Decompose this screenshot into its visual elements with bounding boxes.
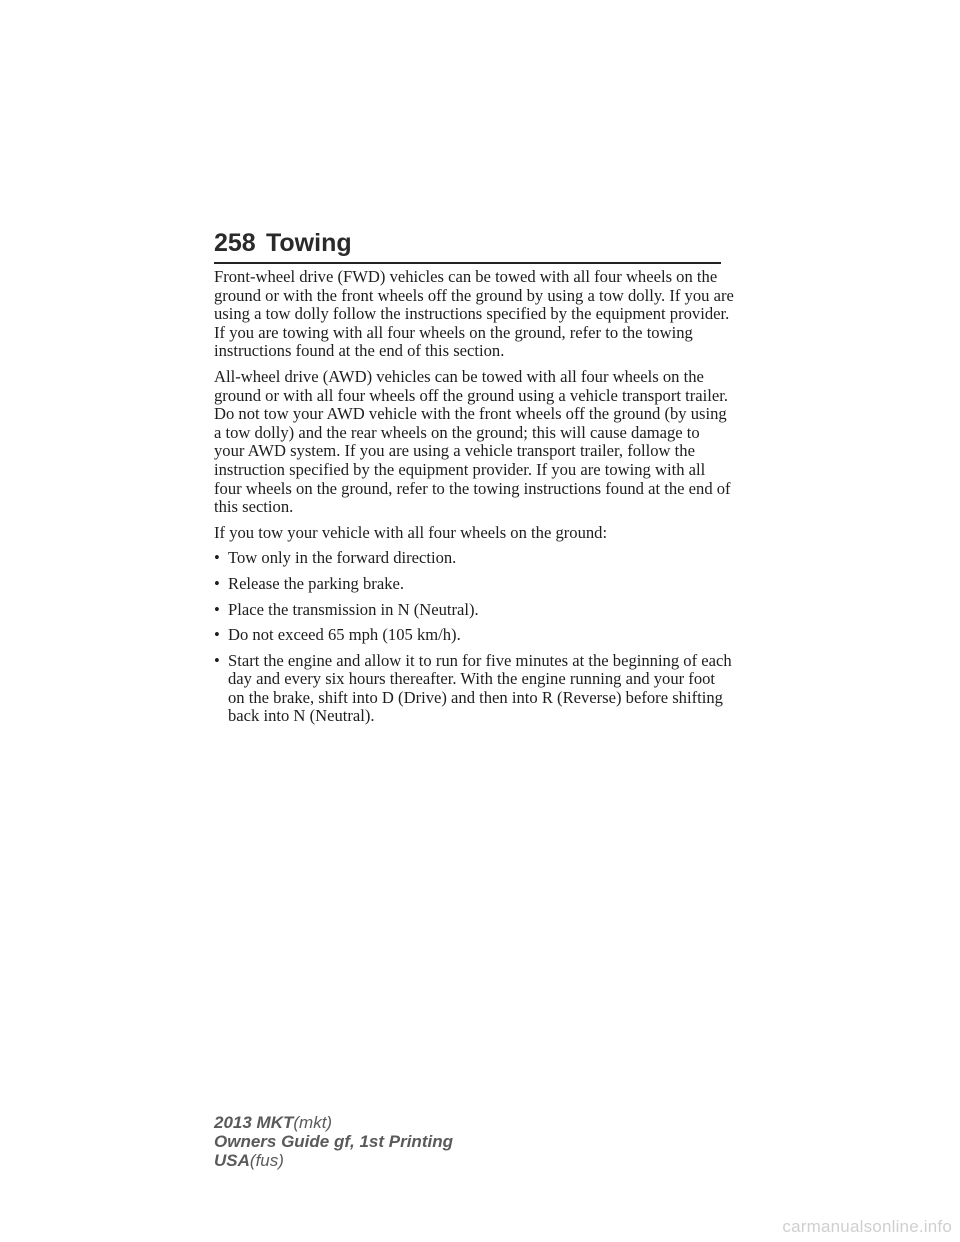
towing-steps-list bbox=[214, 549, 734, 726]
page-header bbox=[214, 229, 721, 264]
list-item-text: Tow only in the forward direction. bbox=[228, 548, 457, 568]
list-item bbox=[214, 601, 734, 620]
page-footer bbox=[214, 1113, 453, 1170]
body-content bbox=[214, 268, 734, 733]
footer-printing-line bbox=[214, 1132, 453, 1151]
bullet-icon: • bbox=[214, 650, 220, 670]
footer-model-code: (mkt) bbox=[293, 1113, 333, 1132]
bullet-icon: • bbox=[214, 548, 220, 568]
footer-market: USA bbox=[214, 1151, 250, 1170]
footer-model-line bbox=[214, 1113, 453, 1132]
bullet-icon: • bbox=[214, 573, 220, 593]
list-item-text: Do not exceed 65 mph (105 km/h). bbox=[228, 625, 461, 645]
list-item-text: Release the parking brake. bbox=[228, 573, 405, 593]
list-item bbox=[214, 626, 734, 645]
paragraph-intro-list: If you tow your vehicle with all four wheels on the ground: bbox=[214, 522, 608, 542]
list-item-text: Place the transmission in N (Neutral). bbox=[228, 599, 479, 619]
page-number: 258 bbox=[214, 229, 256, 257]
bullet-icon: • bbox=[214, 625, 220, 645]
list-item-text: Start the engine and allow it to run for five minutes at the beginning of each day and every six hours thereafter. With the engine running and your foot on the brake, shift into D (Drive) and then into R (Reverse) before shifting back into N (Neutral). bbox=[228, 650, 732, 726]
section-title: Towing bbox=[266, 229, 352, 257]
paragraph-fwd: Front-wheel drive (FWD) vehicles can be towed with all four wheels on the ground or with the front wheels off the ground by using a tow dolly. If you are using a tow dolly follow the instructions specified by the equipment provider. If you are towing with all four wheels on the ground, refer to the towing instructions found at the end of this section. bbox=[214, 267, 734, 361]
list-item bbox=[214, 549, 734, 568]
footer-market-code: (fus) bbox=[249, 1151, 284, 1170]
footer-model: 2013 MKT bbox=[214, 1113, 294, 1132]
watermark: carmanualsonline.info bbox=[782, 1217, 952, 1236]
footer-market-line bbox=[214, 1151, 453, 1170]
paragraph-awd: All-wheel drive (AWD) vehicles can be towed with all four wheels on the ground or with all four wheels off the ground using a vehicle transport trailer. Do not tow your AWD vehicle with the front wheels off the ground (by using a tow dolly) and the rear wheels on the ground; this will cause damage to your AWD system. If you are using a vehicle transport trailer, follow the instruction specified by the equipment provider. If you are towing with all four wheels on the ground, refer to the towing instructions found at the end of this section. bbox=[214, 366, 731, 517]
bullet-icon: • bbox=[214, 599, 220, 619]
list-item bbox=[214, 652, 734, 726]
list-item bbox=[214, 575, 734, 594]
footer-printing: Owners Guide gf, 1st Printing bbox=[214, 1132, 453, 1151]
